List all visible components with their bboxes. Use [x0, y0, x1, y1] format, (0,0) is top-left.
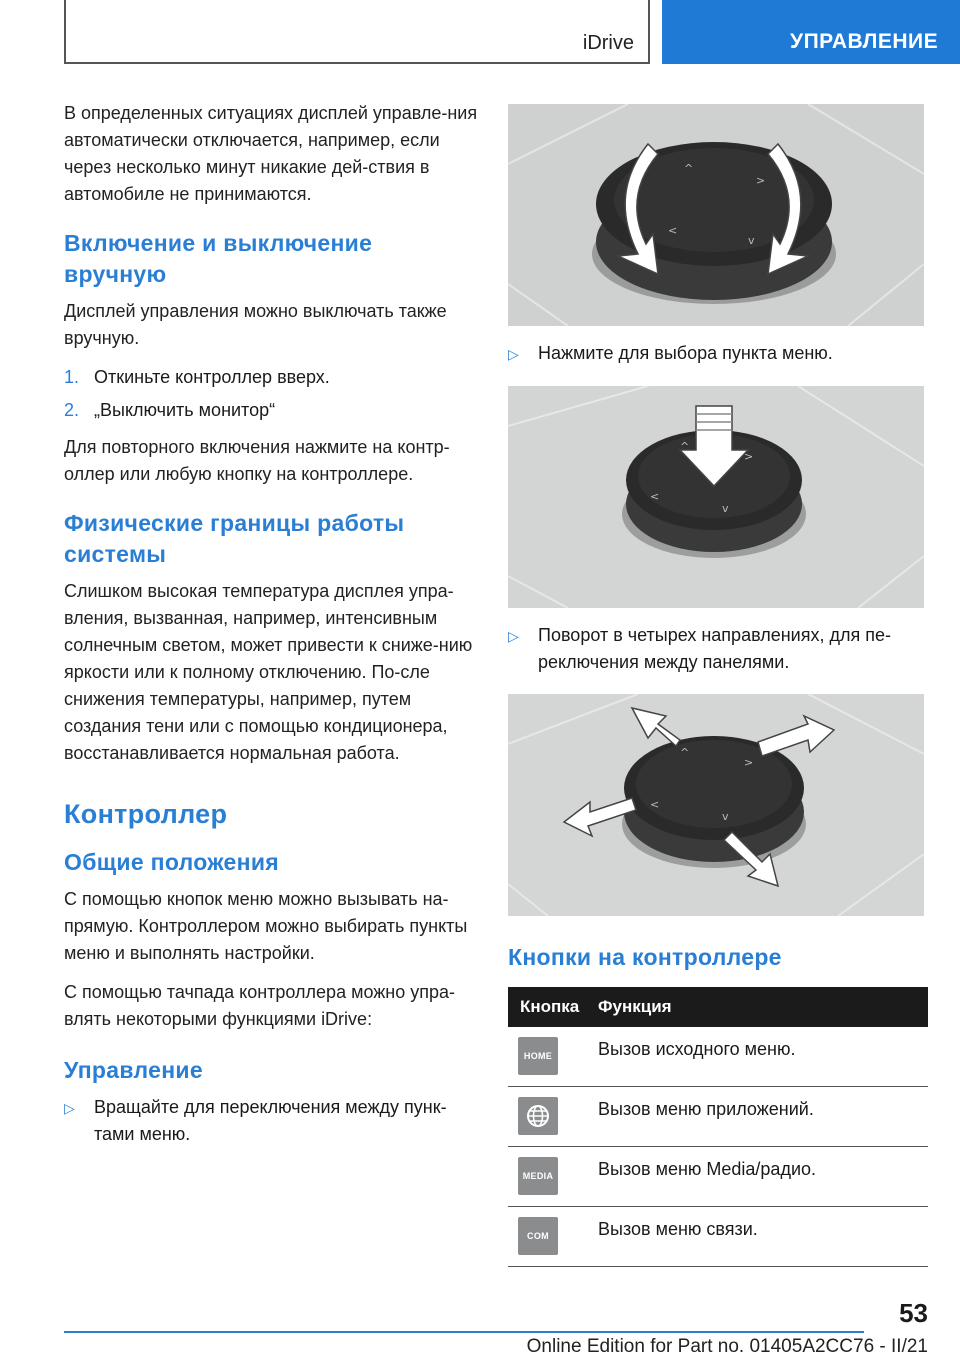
section-tab: УПРАВЛЕНИЕ [662, 0, 960, 64]
svg-text:<: < [668, 224, 678, 237]
controller-rotate-image [508, 104, 924, 326]
controller-heading: Контроллер [64, 799, 228, 829]
press-caption [508, 340, 928, 368]
table-row [508, 1027, 928, 1087]
right-column [508, 104, 928, 1267]
controller-tilt-image [508, 694, 924, 916]
col-button-header: Кнопка [520, 997, 580, 1016]
svg-text:<: < [650, 490, 660, 503]
svg-text:v: v [722, 810, 729, 823]
triangle-bullet-icon: ▷ [508, 628, 519, 644]
svg-text:^: ^ [684, 162, 694, 175]
media-key-icon: MEDIA [518, 1157, 558, 1195]
globe-key-icon [518, 1097, 558, 1135]
buttons-table [508, 987, 928, 1267]
row-function: Вызов меню связи. [598, 1219, 758, 1239]
operate-item-text: Вращайте для переключения между пунк-тами меню. [94, 1097, 447, 1144]
press-caption-text: Нажмите для выбора пункта меню. [538, 343, 833, 363]
intro-paragraph: В определенных ситуациях дисплей управле-ния автоматически отключается, например, если через несколько минут никакие дей-ствия в автомобиле не принимаются. [64, 103, 478, 204]
tilt-caption [508, 622, 928, 676]
col-function-header: Функция [598, 997, 672, 1016]
limits-paragraph: Слишком высокая температура дисплея упра-вления, вызванная, например, интенсивным солнечным светом, может привести к сниже-нию яркости или к полному отключению. По-сле снижения температуры, например, путем создания тени или с помощью кондиционера, восстанавливается нормальная работа. [64, 581, 473, 763]
general-paragraph-1: С помощью кнопок меню можно вызывать на-прямую. Контроллером можно выбирать пункты меню и выполнять настройки. [64, 889, 468, 963]
triangle-bullet-icon: ▷ [64, 1100, 75, 1116]
footer-divider [64, 1331, 864, 1333]
table-row [508, 1087, 928, 1147]
row-function: Вызов меню Media/радио. [598, 1159, 817, 1179]
step-text: „Выключить монитор“ [94, 400, 276, 420]
svg-text:>: > [744, 450, 754, 463]
manual-paragraph: Дисплей управления можно выключать также вручную. [64, 301, 447, 348]
general-heading: Общие положения [64, 849, 279, 875]
edition-footer: Online Edition for Part no. 01405A2CC76 - II/21 [526, 1336, 928, 1357]
step-item [64, 364, 478, 391]
table-row [508, 1147, 928, 1207]
svg-text:<: < [650, 798, 660, 811]
header-frame [64, 0, 650, 64]
general-paragraph-2: С помощью тачпада контроллера можно упра-влять некоторыми функциями iDrive: [64, 982, 456, 1029]
operate-heading: Управление [64, 1057, 203, 1083]
home-key-icon: HOME [518, 1037, 558, 1075]
step-number: 2. [64, 400, 80, 420]
page-number: 53 [899, 1298, 928, 1328]
manual-heading: Включение и выключение вручную [64, 230, 373, 287]
buttons-heading: Кнопки на контроллере [508, 944, 782, 970]
row-function: Вызов исходного меню. [598, 1039, 796, 1059]
com-key-icon: COM [518, 1217, 558, 1255]
step-item [64, 397, 478, 424]
row-function: Вызов меню приложений. [598, 1099, 814, 1119]
limits-heading: Физические границы работы системы [64, 510, 405, 567]
steps-list [64, 364, 478, 424]
step-text: Откиньте контроллер вверх. [94, 367, 330, 387]
chapter-title: iDrive [582, 32, 634, 54]
controller-press-image [508, 386, 924, 608]
step-number: 1. [64, 367, 80, 387]
svg-text:>: > [744, 756, 754, 769]
svg-text:v: v [722, 502, 729, 515]
operate-item [64, 1094, 478, 1148]
svg-text:^: ^ [680, 746, 690, 759]
triangle-bullet-icon: ▷ [508, 346, 519, 362]
svg-text:>: > [756, 174, 766, 187]
table-header [508, 987, 928, 1027]
svg-text:v: v [748, 234, 755, 247]
table-row [508, 1207, 928, 1267]
left-column [64, 100, 478, 1148]
reactivate-paragraph: Для повторного включения нажмите на контр-оллер или любую кнопку на контроллере. [64, 437, 450, 484]
tilt-caption-text: Поворот в четырех направлениях, для пе-реключения между панелями. [538, 625, 891, 672]
svg-text:^: ^ [680, 440, 690, 453]
